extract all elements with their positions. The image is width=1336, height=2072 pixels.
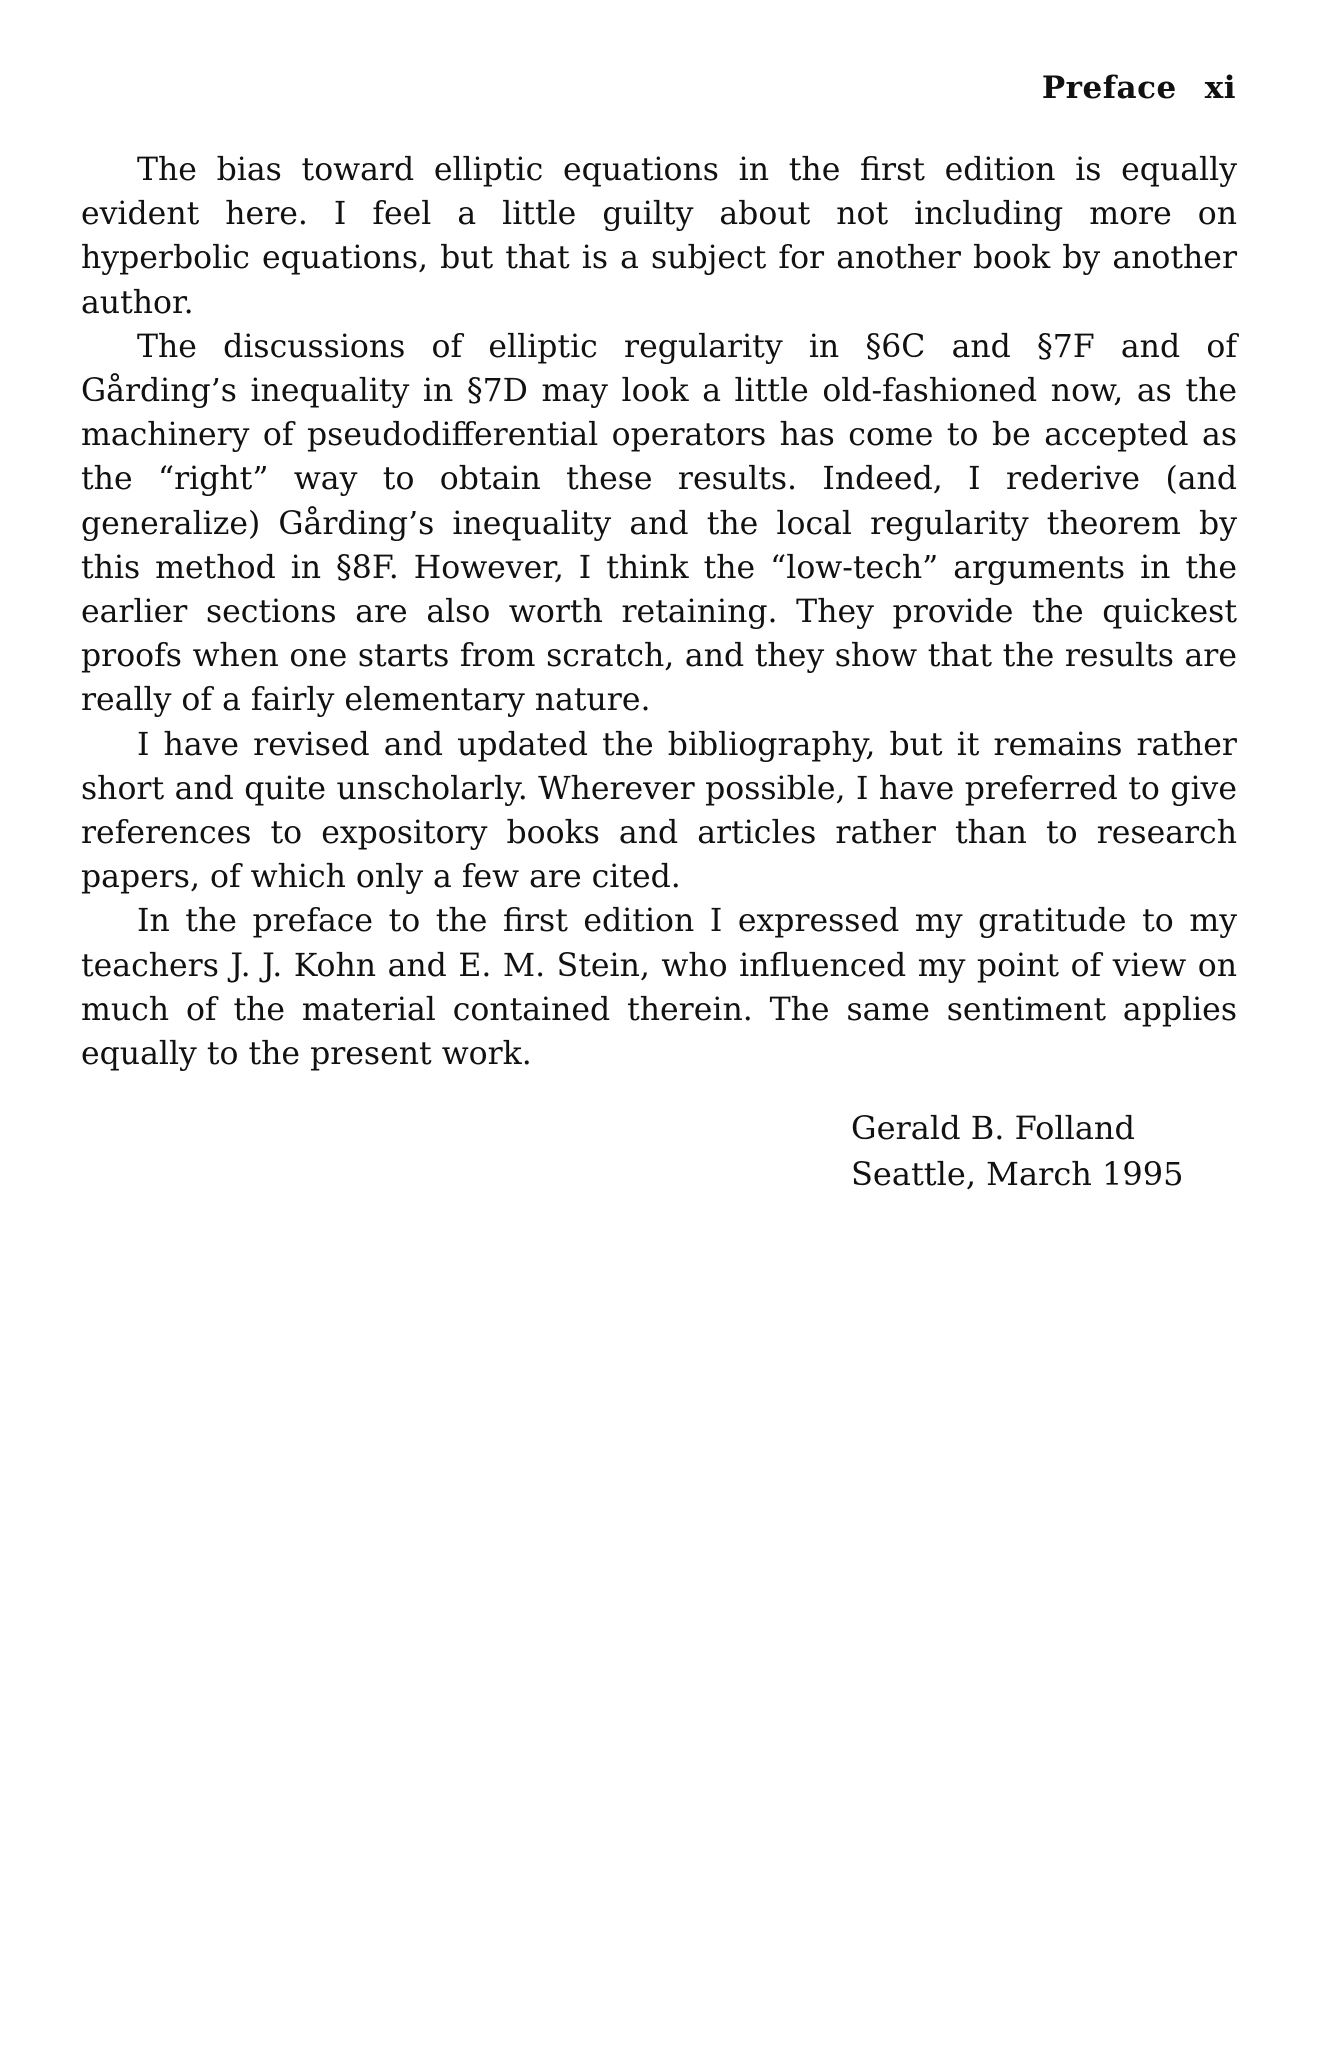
running-header (1042, 70, 1236, 106)
page-number: xi (1204, 70, 1236, 106)
preface-body (81, 148, 1237, 1076)
place-date: Seattle, March 1995 (851, 1155, 1184, 1193)
author-name: Gerald B. Folland (851, 1109, 1135, 1147)
paragraph-bias: The bias toward elliptic equations in the first edition is equally evident here. I feel a little guilty about not including more on hyperbolic equations, but that is a subject for another book by another author. (81, 152, 1237, 321)
running-title: Preface (1041, 70, 1177, 106)
paragraph-bibliography: I have revised and updated the bibliography, but it remains rather short and quite unscholarly. Wherever possible, I have preferred to give references to expository books and articles rather than to research papers, of which only a few are cited. (81, 726, 1237, 896)
paragraph-gratitude: In the preface to the first edition I expressed my gratitude to my teachers J. J. Kohn and E. M. Stein, who influenced my point of view on much of the material contained therein. The same sentiment applies equally to the present work. (81, 903, 1237, 1073)
paragraph-regularity: The discussions of elliptic regularity in §6C and §7F and of Gårding’s inequality in §7D may look a little old-fashioned now, as the machinery of pseudodifferential operators has come to be accepted as the “right” way to obtain these results. Indeed, I rederive (and generalize) Gårding’s inequality and the local regularity theorem by this method in §8F. However, I think the “low-tech” arguments in the earlier sections are also worth retaining. They provide the quickest proofs when one starts from scratch, and they show that the results are really of a fairly elementary nature. (81, 328, 1237, 719)
signature-block (851, 1105, 1183, 1197)
